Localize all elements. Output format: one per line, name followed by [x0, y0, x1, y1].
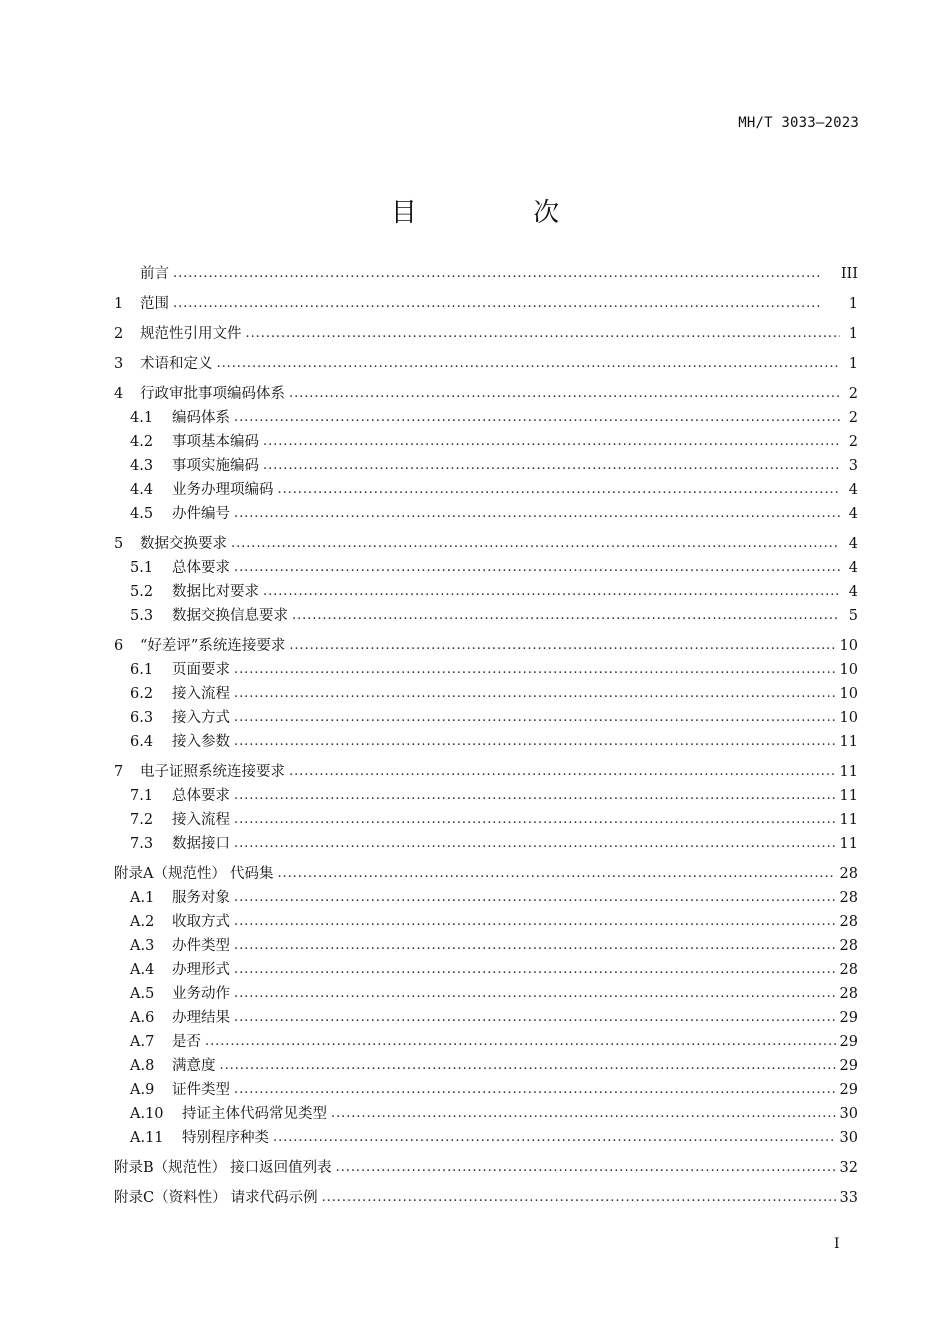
toc-entry[interactable] — [114, 580, 858, 604]
toc-entry-label: 持证主体代码常见类型 — [182, 1106, 327, 1122]
toc-entry-label: 页面要求 — [172, 662, 230, 678]
toc-entry-number: 7.2 — [130, 812, 154, 828]
toc-entry-page: 28 — [839, 890, 858, 906]
toc-entry[interactable] — [114, 454, 858, 478]
toc-entry-page: 11 — [839, 788, 858, 804]
toc-entry-page: 5 — [848, 608, 858, 624]
toc-dot-leader — [289, 382, 840, 406]
toc-entry-number: 6.4 — [130, 734, 154, 750]
toc-entry-number: 4.2 — [130, 434, 154, 450]
toc-entry[interactable] — [114, 1186, 858, 1210]
toc-entry-number: A.10 — [130, 1106, 164, 1122]
toc-entry-label: 特别程序种类 — [182, 1130, 269, 1146]
toc-entry-number: A.7 — [130, 1034, 155, 1050]
toc-entry-number: 附录A（规范性） — [114, 866, 226, 882]
toc-entry-page: 32 — [839, 1160, 858, 1176]
toc-entry-number: 4.5 — [130, 506, 154, 522]
toc-entry[interactable] — [114, 430, 858, 454]
toc-entry-label: 接口返回值列表 — [230, 1160, 332, 1176]
toc-dot-leader — [234, 808, 836, 832]
toc-dot-leader — [234, 658, 836, 682]
toc-entry[interactable] — [114, 808, 858, 832]
toc-entry-label: “好差评”系统连接要求 — [140, 638, 286, 654]
toc-entry-label: 办理结果 — [172, 1010, 230, 1026]
toc-dot-leader — [234, 1006, 836, 1030]
toc-dot-leader — [234, 1078, 836, 1102]
toc-entry-page: 29 — [839, 1010, 858, 1026]
toc-dot-leader — [234, 958, 836, 982]
toc-entry-number: 7.3 — [130, 836, 154, 852]
toc-entry-page: 10 — [839, 662, 858, 678]
toc-entry-page: 28 — [839, 866, 858, 882]
toc-entry[interactable] — [114, 1102, 858, 1126]
toc-dot-leader — [234, 682, 836, 706]
toc-entry-page: 28 — [839, 962, 858, 978]
toc-entry-page: 4 — [848, 482, 858, 498]
toc-entry-label: 业务办理项编码 — [172, 482, 274, 498]
toc-entry-label: 办件编号 — [172, 506, 230, 522]
toc-entry-number: A.5 — [130, 986, 155, 1002]
toc-entry[interactable] — [114, 604, 858, 628]
document-code: MH/T 3033—2023 — [738, 115, 859, 131]
toc-dot-leader — [173, 262, 837, 286]
toc-dot-leader — [273, 1126, 836, 1150]
toc-entry-number: 5.3 — [130, 608, 154, 624]
toc-dot-leader — [173, 292, 840, 316]
toc-entry[interactable] — [114, 958, 858, 982]
toc-entry-number: 6.3 — [130, 710, 154, 726]
toc-dot-leader — [336, 1156, 836, 1180]
toc-entry-label: 业务动作 — [172, 986, 230, 1002]
toc-dot-leader — [234, 886, 836, 910]
toc-entry-label: 数据交换要求 — [140, 536, 227, 552]
page-title: 目 次 — [390, 198, 614, 228]
toc-entry-number: 4.4 — [130, 482, 154, 498]
toc-dot-leader — [234, 706, 836, 730]
toc-entry-label: 事项基本编码 — [172, 434, 259, 450]
toc-entry-label: 是否 — [172, 1034, 201, 1050]
toc-entry-page: 10 — [839, 710, 858, 726]
toc-entry[interactable] — [114, 1126, 858, 1150]
toc-entry[interactable] — [114, 262, 858, 286]
toc-dot-leader — [277, 862, 835, 886]
toc-entry-number: 4 — [114, 386, 124, 402]
toc-entry-page: 33 — [839, 1190, 858, 1206]
toc-entry-label: 范围 — [140, 296, 169, 312]
toc-entry-page: III — [840, 266, 858, 282]
page-number: I — [834, 1236, 840, 1252]
toc-entry-page: 3 — [848, 458, 858, 474]
toc-entry-label: 数据接口 — [172, 836, 230, 852]
toc-dot-leader — [234, 556, 840, 580]
toc-entry-number: 5.1 — [130, 560, 154, 576]
toc-dot-leader — [289, 760, 836, 784]
toc-entry[interactable] — [114, 406, 858, 430]
toc-entry-page: 2 — [848, 410, 858, 426]
toc-entry-page: 30 — [839, 1106, 858, 1122]
toc-dot-leader — [234, 934, 836, 958]
toc-entry-label: 办件类型 — [172, 938, 230, 954]
toc-entry-number: 附录C（资料性） — [114, 1190, 227, 1206]
toc-entry-label: 数据比对要求 — [172, 584, 259, 600]
toc-entry-label: 请求代码示例 — [230, 1190, 318, 1206]
toc-entry-page: 10 — [839, 638, 858, 654]
toc-entry-number: 7 — [114, 764, 124, 780]
toc-entry[interactable] — [114, 478, 858, 502]
toc-entry-number: 6.1 — [130, 662, 154, 678]
toc-dot-leader — [234, 784, 836, 808]
toc-dot-leader — [263, 430, 840, 454]
toc-entry-page: 29 — [839, 1058, 858, 1074]
toc-entry-page: 10 — [839, 686, 858, 702]
toc-entry-page: 4 — [848, 560, 858, 576]
toc-entry-page: 11 — [839, 764, 858, 780]
toc-entry-label: 行政审批事项编码体系 — [140, 386, 285, 402]
toc-dot-leader — [231, 532, 840, 556]
toc-entry-number: 4.3 — [130, 458, 154, 474]
toc-dot-leader — [220, 1054, 836, 1078]
toc-entry-page: 28 — [839, 986, 858, 1002]
toc-entry-number: 5 — [114, 536, 124, 552]
toc-entry-label: 接入方式 — [172, 710, 230, 726]
toc-entry[interactable] — [114, 658, 858, 682]
toc-entry-number: A.9 — [130, 1082, 155, 1098]
toc-entry[interactable] — [114, 1054, 858, 1078]
toc-dot-leader — [234, 832, 836, 856]
toc-entry-number: 1 — [114, 296, 124, 312]
toc-entry-number: 5.2 — [130, 584, 154, 600]
toc-entry-label: 收取方式 — [172, 914, 230, 930]
toc-entry[interactable] — [114, 1030, 858, 1054]
toc-entry-page: 11 — [839, 836, 858, 852]
toc-entry-number: 7.1 — [130, 788, 154, 804]
toc-entry-page: 4 — [848, 584, 858, 600]
toc-entry-page: 11 — [839, 734, 858, 750]
toc-entry-number: 附录B（规范性） — [114, 1160, 227, 1176]
toc-entry[interactable] — [114, 862, 858, 886]
toc-entry-label: 代码集 — [229, 866, 274, 882]
toc-entry[interactable] — [114, 556, 858, 580]
toc-entry[interactable] — [114, 532, 858, 556]
toc-entry-number: A.2 — [130, 914, 155, 930]
toc-entry[interactable] — [114, 322, 858, 346]
toc-entry-page: 4 — [848, 506, 858, 522]
toc-entry-page: 29 — [839, 1034, 858, 1050]
toc-entry[interactable] — [114, 832, 858, 856]
toc-entry-label: 总体要求 — [172, 560, 230, 576]
toc-dot-leader — [205, 1030, 836, 1054]
toc-entry-page: 30 — [839, 1130, 858, 1146]
toc-entry[interactable] — [114, 1006, 858, 1030]
toc-entry-number: 6.2 — [130, 686, 154, 702]
toc-entry-label: 数据交换信息要求 — [172, 608, 288, 624]
toc-entry-number: A.3 — [130, 938, 155, 954]
toc-entry[interactable] — [114, 982, 858, 1006]
toc-entry-number: A.11 — [130, 1130, 164, 1146]
toc-entry-label: 接入流程 — [172, 686, 230, 702]
toc-entry-number: A.6 — [130, 1010, 155, 1026]
toc-entry-number: 6 — [114, 638, 124, 654]
toc-entry[interactable] — [114, 886, 858, 910]
toc-entry[interactable] — [114, 1156, 858, 1180]
toc-dot-leader — [234, 910, 836, 934]
toc-entry-page: 2 — [848, 386, 858, 402]
toc-entry-label: 证件类型 — [172, 1082, 230, 1098]
toc-entry[interactable] — [114, 634, 858, 658]
toc-entry-page: 1 — [848, 296, 858, 312]
toc-entry-label: 服务对象 — [172, 890, 230, 906]
toc-entry-page: 29 — [839, 1082, 858, 1098]
toc-entry-page: 4 — [848, 536, 858, 552]
toc-entry-label: 总体要求 — [172, 788, 230, 804]
toc-dot-leader — [263, 580, 840, 604]
toc-entry-label: 编码体系 — [172, 410, 230, 426]
toc-dot-leader — [263, 454, 840, 478]
toc-dot-leader — [234, 406, 840, 430]
toc-entry-number: 3 — [114, 356, 124, 372]
toc-entry-label: 接入参数 — [172, 734, 230, 750]
toc-dot-leader — [234, 502, 840, 526]
toc-dot-leader — [331, 1102, 836, 1126]
toc-entry-page: 28 — [839, 938, 858, 954]
toc-dot-leader — [234, 730, 836, 754]
toc-entry-page: 2 — [848, 434, 858, 450]
toc-dot-leader — [289, 634, 835, 658]
toc-entry-number: A.1 — [130, 890, 155, 906]
toc-entry[interactable] — [114, 382, 858, 406]
toc-entry-label: 办理形式 — [172, 962, 230, 978]
toc-dot-leader — [292, 604, 840, 628]
toc-entry-label: 前言 — [140, 266, 169, 282]
toc-dot-leader — [278, 478, 841, 502]
toc-entry-number: 2 — [114, 326, 124, 342]
toc-entry[interactable] — [114, 730, 858, 754]
toc-entry-number: 4.1 — [130, 410, 154, 426]
toc-entry[interactable] — [114, 706, 858, 730]
toc-entry[interactable] — [114, 934, 858, 958]
toc-entry[interactable] — [114, 502, 858, 526]
toc-entry-number: A.4 — [130, 962, 155, 978]
toc-dot-leader — [322, 1186, 836, 1210]
toc-entry-label: 规范性引用文件 — [140, 326, 242, 342]
toc-entry-label: 电子证照系统连接要求 — [140, 764, 285, 780]
toc-dot-leader — [217, 352, 841, 376]
toc-entry-page: 28 — [839, 914, 858, 930]
toc-entry[interactable] — [114, 682, 858, 706]
toc-entry[interactable] — [114, 1078, 858, 1102]
toc-entry[interactable] — [114, 784, 858, 808]
toc-entry-page: 1 — [848, 326, 858, 342]
toc-entry[interactable] — [114, 760, 858, 784]
toc-entry-number: A.8 — [130, 1058, 155, 1074]
toc-entry[interactable] — [114, 910, 858, 934]
table-of-contents — [114, 262, 858, 1210]
toc-entry-label: 满意度 — [172, 1058, 216, 1074]
toc-entry[interactable] — [114, 292, 858, 316]
toc-entry-label: 术语和定义 — [140, 356, 213, 372]
toc-entry-label: 接入流程 — [172, 812, 230, 828]
toc-entry-page: 11 — [839, 812, 858, 828]
toc-entry-page: 1 — [848, 356, 858, 372]
toc-entry-label: 事项实施编码 — [172, 458, 259, 474]
toc-dot-leader — [234, 982, 836, 1006]
toc-entry[interactable] — [114, 352, 858, 376]
toc-dot-leader — [246, 322, 841, 346]
